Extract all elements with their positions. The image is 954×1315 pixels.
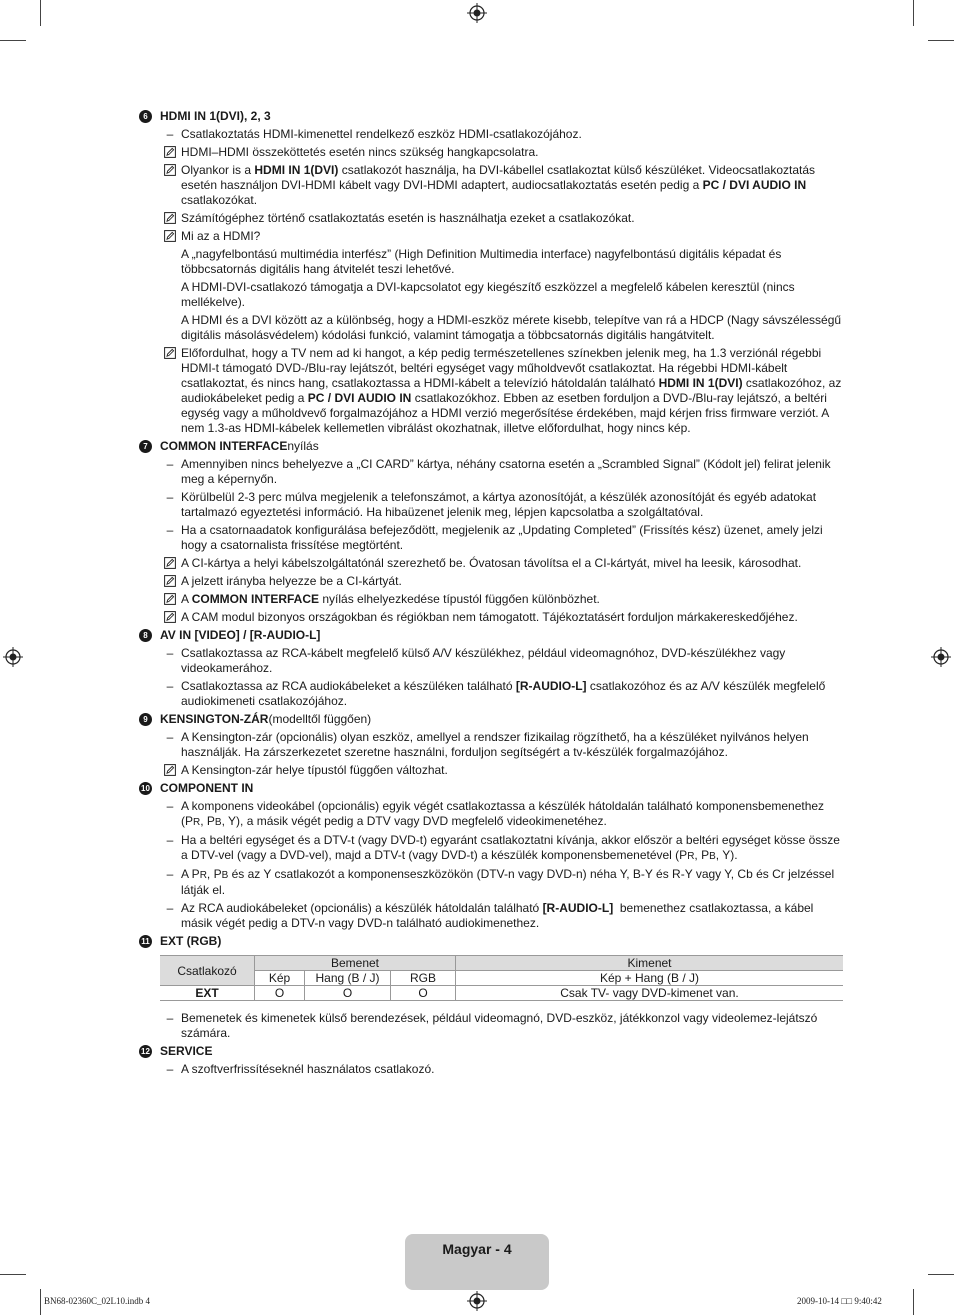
table-cell-audio: O — [305, 986, 391, 1001]
note-icon — [159, 556, 181, 571]
section-number-badge: 11 — [139, 935, 152, 948]
dash-bullet: – — [166, 646, 174, 660]
dash-bullet: – — [166, 730, 174, 744]
table-cell-rgb: O — [391, 986, 456, 1001]
note-icon — [159, 211, 181, 226]
note-item — [139, 592, 844, 607]
page-number-tab — [405, 1234, 549, 1290]
note-icon — [159, 346, 181, 436]
item-text: Az RCA audiokábeleket (opcionális) a készülék hátoldalán található [R-AUDIO-L] bemenethez csatlakoztassa, a kábel másik végét pedig a DTV-n vagy DVD-n található audiokimenethez. — [181, 901, 814, 930]
note-icon — [159, 145, 181, 160]
table-header-input: Bemenet — [255, 956, 456, 971]
bullet-item — [139, 679, 844, 709]
item-text: Előfordulhat, hogy a TV nem ad ki hangot, a kép pedig természetellenes színekben jelenik meg, ha 1.3 verziónál régebbi HDMI-t támogató DVD-/Blu-ray lejátszót, beltéri egységet vagy műholdvevőt csatlakoztat. Ha régebbi HDMI-kábelt csatlakoztat, és nincs hang, csatlakoztassa a HDMI-kábelt a televízió hátoldalán található HDMI IN 1(DVI) csatlakozóhoz, az audiokábeleket pedig a PC / DVI AUDIO IN csatlakozókhoz. Ebben az esetben forduljon a DVD-/Blu-ray lejátszó, a beltéri egység vagy a műholdvevő forgalmazójához a HDMI verzió megerősítése érdekében, majd kérjen friss firmware verziót. A nem 1.3-as HDMI-kábelek kellemetlen vibrálást okozhatnak, illetve előfordulhat, hogy nincs kép. — [181, 346, 842, 435]
dash-bullet: – — [166, 833, 174, 847]
print-slug-timestamp: 2009-10-14 □□ 9:40:42 — [797, 1296, 882, 1306]
section-title: SERVICE — [160, 1044, 213, 1058]
bullet-item — [139, 490, 844, 520]
table-subheader-video: Kép — [255, 971, 305, 986]
item-text: Ha a csatornaadatok konfigurálása befejeződött, megjelenik az „Updating Completed” (Frissítés kész) üzenet, amely jelzi hogy a csatornalista frissítése megtörtént. — [181, 523, 823, 552]
registration-mark-icon — [3, 647, 23, 667]
table-subheader-audio: Hang (B / J) — [305, 971, 391, 986]
section-title: KENSINGTON-ZÁR — [160, 712, 269, 726]
section-number-badge: 6 — [139, 110, 152, 123]
item-text: Olyankor is a HDMI IN 1(DVI) csatlakozót használja, ha DVI-kábellel csatlakoztat külső készüléket. Videocsatlakoztatás esetén használjon DVI-HDMI kábelt vagy DVI-HDMI adaptert, audiocsatlakoztatás esetén pedig a PC / DVI AUDIO IN csatlakozókat. — [181, 163, 816, 207]
item-text: A jelzett irányba helyezze be a CI-kártyát. — [181, 574, 402, 588]
section-heading — [139, 712, 844, 727]
print-slug-file: BN68-02360C_02L10.indb 4 — [44, 1296, 151, 1306]
item-text: Csatlakoztassa az RCA-kábelt megfelelő külső A/V készülékhez, például videomagnóhoz, DVD-készülékhez vagy videokamerához. — [181, 646, 786, 675]
bullet-item — [139, 799, 844, 830]
section-title: AV IN [VIDEO] / [R-AUDIO-L] — [160, 628, 321, 642]
item-text: A Kensington-zár helye típustól függően változhat. — [181, 763, 448, 777]
section-heading — [139, 109, 844, 124]
manual-content — [139, 109, 844, 1080]
dash-bullet: – — [166, 679, 174, 693]
dash-bullet: – — [166, 867, 174, 881]
section-title: HDMI IN 1(DVI), 2, 3 — [160, 109, 271, 123]
note-paragraph: A HDMI és a DVI között az a különbség, hogy a HDMI-eszköz mérete kisebb, telepítve van rá a HDCP (Nagy sávszélességű digitális másolásvédelem) kódolási funkció, valamint támogatja a többcsatornás digitális hangátvitelt. — [181, 313, 842, 342]
connector-section — [139, 1044, 844, 1077]
note-item — [139, 346, 844, 436]
item-text: Amennyiben nincs behelyezve a „CI CARD” kártya, néhány csatorna esetén a „Scrambled Signal” (Kódolt jel) felirat jelenik meg a képernyőn. — [181, 457, 831, 486]
bullet-item — [139, 127, 844, 142]
item-text: Csatlakoztassa az RCA audiokábeleket a készüléken található [R-AUDIO-L] csatlakozóhoz és az A/V készülék megfelelő audiokimeneti csatlakozójához. — [181, 679, 826, 708]
table-header-output: Kimenet — [456, 956, 844, 971]
note-item — [139, 211, 844, 226]
note-item — [139, 610, 844, 625]
dash-bullet: – — [166, 457, 174, 471]
item-text: A COMMON INTERFACE nyílás elhelyezkedése típustól függően különbözhet. — [181, 592, 600, 606]
bullet-item — [139, 867, 844, 898]
section-title: COMMON INTERFACE — [160, 439, 288, 453]
table-cell-output: Csak TV- vagy DVD-kimenet van. — [456, 986, 844, 1001]
item-text: Körülbelül 2-3 perc múlva megjelenik a telefonszámot, a kártya azonosítóját, a készülék azonosítóját és egyéb adatokat tartalmazó egyeztetési információ. Ha hibaüzenet jelenik meg, lépjen kapcsolatba a szolgáltatóval. — [181, 490, 817, 519]
item-text: Mi az a HDMI? — [181, 229, 261, 243]
crop-mark — [928, 40, 954, 41]
dash-bullet: – — [166, 799, 174, 813]
connector-section — [139, 439, 844, 625]
crop-mark — [40, 1289, 41, 1315]
crop-mark — [0, 1274, 26, 1275]
table-header-connector: Csatlakozó — [160, 956, 255, 986]
table-subheader-output: Kép + Hang (B / J) — [456, 971, 844, 986]
note-item — [139, 229, 844, 244]
table-cell-video: O — [255, 986, 305, 1001]
table-row — [160, 986, 843, 1001]
section-heading — [139, 628, 844, 643]
connector-section — [139, 109, 844, 436]
note-item — [139, 763, 844, 778]
dash-bullet: – — [166, 523, 174, 537]
bullet-item — [139, 1011, 844, 1041]
bullet-item — [139, 646, 844, 676]
note-paragraph: A „nagyfelbontású multimédia interfész” (High Definition Multimedia interface) nagyfelbontású digitális képadat és többcsatornás digitális hang átvitelét teszi lehetővé. — [181, 247, 782, 276]
ext-rgb-table — [160, 955, 843, 1001]
section-number-badge: 10 — [139, 782, 152, 795]
registration-mark-icon — [467, 1291, 487, 1311]
table-cell-name: EXT — [160, 986, 255, 1001]
bullet-item — [139, 833, 844, 864]
item-text: Ha a beltéri egységet és a DTV-t (vagy DVD-t) egyaránt csatlakoztatni kívánja, akkor először a beltéri egységet kösse össze a DTV-vel (vagy a DVD-vel), majd a DTV-t (vagy DVD-t) a készülék komponensbemenetével (PR, PB, Y). — [181, 833, 840, 862]
crop-mark — [0, 40, 26, 41]
note-icon — [159, 610, 181, 625]
bullet-item — [139, 901, 844, 931]
connector-section — [139, 934, 844, 1041]
dash-bullet: – — [166, 901, 174, 915]
item-text: A szoftverfrissítéseknél használatos csatlakozó. — [181, 1062, 435, 1076]
dash-bullet: – — [166, 1011, 174, 1025]
crop-mark — [913, 1289, 914, 1315]
registration-mark-icon — [931, 647, 951, 667]
connector-section — [139, 781, 844, 931]
bullet-item — [139, 523, 844, 553]
section-heading — [139, 781, 844, 796]
item-text: Számítógéphez történő csatlakoztatás esetén is használhatja ezeket a csatlakozókat. — [181, 211, 635, 225]
note-icon — [159, 574, 181, 589]
note-paragraph: A HDMI-DVI-csatlakozó támogatja a DVI-kapcsolatot egy kiegészítő eszközzel a megfelelő kábelen keresztül (nincs mellékelve). — [181, 280, 795, 309]
section-subtitle: (modelltől függően) — [268, 712, 372, 726]
note-icon — [159, 163, 181, 208]
bullet-item — [139, 457, 844, 487]
item-text: A PR, PB és az Y csatlakozót a komponenseszközökön (DTV-n vagy DVD-n) néha Y, B-Y és R-Y vagy Y, Cb és Cr jelzéssel látják el. — [181, 867, 835, 897]
item-text: Bemenetek és kimenetek külső berendezések, például videomagnó, DVD-eszköz, játékkonzol vagy videolemez-lejátszó számára. — [181, 1011, 818, 1040]
note-item — [139, 556, 844, 571]
note-item — [139, 163, 844, 208]
crop-mark — [40, 0, 41, 26]
item-text: A komponens videokábel (opcionális) egyik végét csatlakoztassa a készülék hátoldalán található komponensbemenethez (PR, PB, Y), a másik végét pedig a DTV vagy DVD megfelelő videokimenetéhez. — [181, 799, 825, 828]
connector-section — [139, 628, 844, 709]
item-text: HDMI–HDMI összeköttetés esetén nincs szükség hangkapcsolatra. — [181, 145, 539, 159]
item-text: A Kensington-zár (opcionális) olyan eszköz, amellyel a rendszer fizikailag rögzíthető, ha a készüléket nyilvános helyen használják. Ha zárszerkezetet szeretne használni, forduljon segítségért a tv-készülék forgalmazójához. — [181, 730, 809, 759]
section-number-badge: 7 — [139, 440, 152, 453]
section-number-badge: 12 — [139, 1045, 152, 1058]
section-number-badge: 8 — [139, 629, 152, 642]
section-title: EXT (RGB) — [160, 934, 222, 948]
crop-mark — [913, 0, 914, 26]
bullet-item — [139, 730, 844, 760]
bullet-item — [139, 1062, 844, 1077]
item-text: A CAM modul bizonyos országokban és régiókban nem támogatott. Tájékoztatásért forduljon márkakereskedőjéhez. — [181, 610, 798, 624]
dash-bullet: – — [166, 127, 174, 141]
item-text: Csatlakoztatás HDMI-kimenettel rendelkező eszköz HDMI-csatlakozójához. — [181, 127, 582, 141]
section-heading — [139, 1044, 844, 1059]
section-subtitle: nyílás — [287, 439, 319, 453]
section-title: COMPONENT IN — [160, 781, 254, 795]
dash-bullet: – — [166, 490, 174, 504]
registration-mark-icon — [467, 3, 487, 23]
connector-section — [139, 712, 844, 778]
table-subheader-rgb: RGB — [391, 971, 456, 986]
note-item — [139, 145, 844, 160]
section-number-badge: 9 — [139, 713, 152, 726]
note-icon — [159, 763, 181, 778]
item-text: A CI-kártya a helyi kábelszolgáltatónál szerezhető be. Óvatosan távolítsa el a CI-kártyát, mivel ha leesik, károsodhat. — [181, 556, 802, 570]
crop-mark — [928, 1274, 954, 1275]
note-item — [139, 574, 844, 589]
note-icon — [159, 592, 181, 607]
page-label: Magyar - 4 — [442, 1241, 512, 1257]
dash-bullet: – — [166, 1062, 174, 1076]
section-heading — [139, 439, 844, 454]
note-icon — [159, 229, 181, 244]
section-heading — [139, 934, 844, 949]
